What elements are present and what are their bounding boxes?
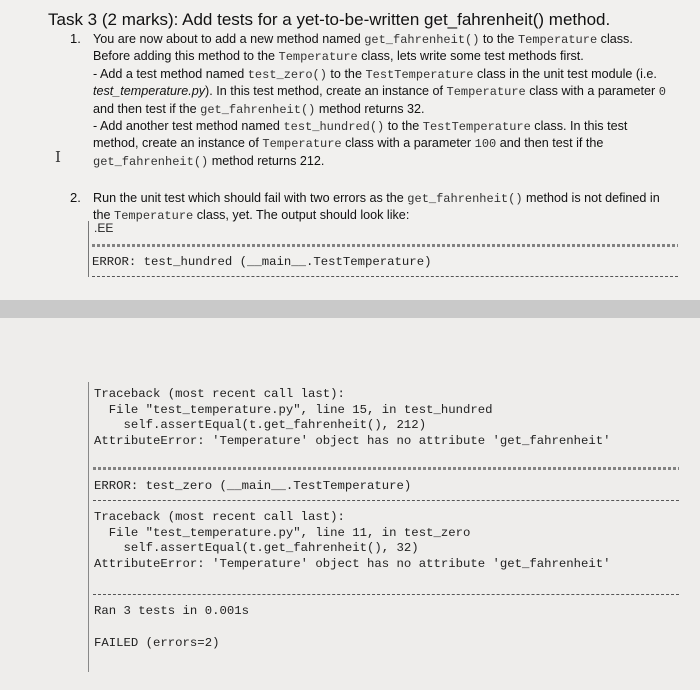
plain-text: class with a parameter — [341, 136, 475, 151]
plain-text: to the — [479, 32, 518, 46]
item-2-instructions — [93, 190, 660, 225]
plain-text: and then test if the — [93, 101, 201, 116]
worksheet-page-bottom — [0, 318, 700, 690]
plain-text: - Add a test method named — [93, 66, 248, 81]
code-token: test_hundred() — [283, 120, 385, 135]
test-dots: .EE — [94, 221, 114, 235]
instruction-line — [93, 83, 666, 100]
code-token: TestTemperature — [365, 67, 474, 82]
traceback-line: File "test_temperature.py", line 11, in test_zero — [94, 525, 471, 540]
plain-text: class. In this test — [530, 119, 628, 134]
filename-text: test_temperature.py — [93, 84, 206, 99]
traceback-hundred — [94, 387, 611, 449]
task-title — [48, 10, 610, 30]
instruction-line — [93, 101, 666, 118]
plain-text: to the — [326, 66, 366, 81]
traceback-line: AttributeError: 'Temperature' object has no attribute 'get_fahrenheit' — [94, 433, 611, 448]
instruction-line — [93, 31, 666, 48]
code-token: Temperature — [446, 85, 526, 100]
task-title-method: get_fahrenheit() — [424, 10, 545, 29]
traceback-zero — [94, 510, 611, 572]
code-token: get_fahrenheit() — [93, 154, 209, 169]
test-output-bottom — [88, 382, 679, 672]
code-token: get_fahrenheit() — [407, 192, 523, 206]
traceback-line: AttributeError: 'Temperature' object has no attribute 'get_fahrenheit' — [94, 556, 611, 571]
plain-text: class in the unit test module (i.e. — [473, 66, 657, 81]
error-zero-line: ERROR: test_zero (__main__.TestTemperature) — [94, 479, 412, 493]
traceback-line: self.assertEqual(t.get_fahrenheit(), 212) — [94, 418, 427, 433]
error-hundred-line: ERROR: test_hundred (__main__.TestTemperature) — [92, 255, 432, 269]
separator-dashes-3 — [93, 594, 679, 595]
traceback-line: self.assertEqual(t.get_fahrenheit(), 32) — [94, 541, 419, 556]
plain-text: - Add another test method named — [93, 119, 284, 134]
worksheet-page-top — [0, 0, 700, 300]
plain-text: class, lets write some test methods first. — [357, 49, 584, 64]
code-token: TestTemperature — [422, 120, 531, 135]
code-token: 100 — [474, 137, 497, 152]
code-token: get_fahrenheit() — [364, 33, 480, 47]
separator-equals-2 — [93, 467, 679, 470]
text-cursor-icon: I — [55, 148, 61, 166]
plain-text: Before adding this method to the — [93, 49, 279, 64]
plain-text: method returns 212. — [208, 153, 325, 168]
item-2-number: 2. — [70, 190, 81, 205]
code-token: Temperature — [114, 209, 194, 224]
instruction-line — [93, 66, 666, 83]
task-title-suffix: method. — [544, 10, 611, 29]
failed-line: FAILED (errors=2) — [94, 636, 220, 650]
code-token: Temperature — [278, 50, 358, 65]
traceback-line: Traceback (most recent call last): — [94, 510, 345, 524]
instruction-line — [93, 153, 666, 170]
code-token: Temperature — [517, 33, 598, 47]
item-1-number: 1. — [70, 31, 81, 46]
task-title-prefix: Task 3 (2 marks): Add tests for a yet-to-be-written — [48, 10, 425, 29]
plain-text: method returns 32. — [315, 101, 425, 116]
plain-text: and then test if the — [496, 136, 604, 151]
plain-text: to the — [384, 119, 423, 134]
plain-text: method, create an instance of — [93, 136, 263, 151]
plain-text: method is not defined in — [522, 191, 660, 205]
instruction-line — [93, 118, 666, 135]
code-token: get_fahrenheit() — [200, 102, 316, 117]
plain-text: You are now about to add a new method named — [93, 32, 365, 46]
test-output-top — [88, 221, 678, 277]
plain-text: ). In this test method, create an instance of — [205, 84, 447, 99]
plain-text: class. — [597, 32, 633, 46]
plain-text: the — [93, 208, 115, 223]
plain-text: Run the unit test which should fail with two errors as the — [93, 191, 408, 205]
code-token: test_zero() — [247, 67, 327, 82]
instruction-line — [93, 190, 660, 207]
instruction-line — [93, 48, 666, 65]
code-token: 0 — [658, 85, 666, 100]
plain-text: class, yet. The output should look like: — [193, 208, 410, 223]
plain-text: class with a parameter — [525, 84, 659, 99]
item-1-instructions — [93, 31, 666, 170]
instruction-line — [93, 135, 666, 152]
separator-dashes — [92, 276, 678, 277]
code-token: Temperature — [262, 137, 342, 152]
traceback-line: Traceback (most recent call last): — [94, 387, 345, 401]
separator-equals — [92, 244, 678, 247]
traceback-line: File "test_temperature.py", line 15, in test_hundred — [94, 402, 493, 417]
separator-dashes-2 — [93, 500, 679, 501]
output-border — [88, 221, 89, 277]
ran-tests-line: Ran 3 tests in 0.001s — [94, 604, 249, 618]
